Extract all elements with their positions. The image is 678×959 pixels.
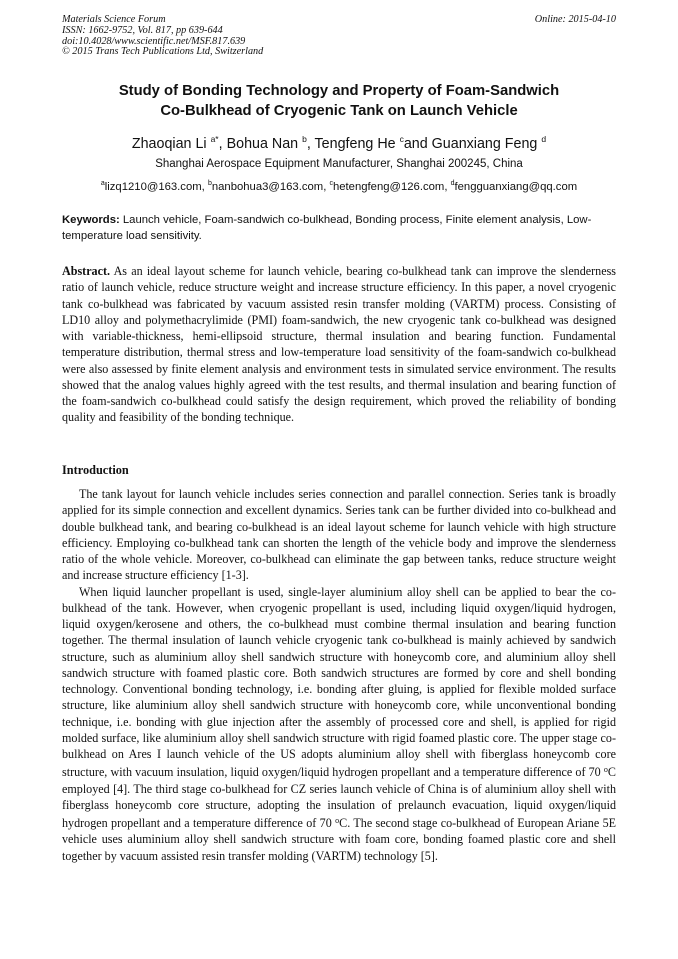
journal-issn: ISSN: 1662-9752, Vol. 817, pp 639-644 xyxy=(62,24,223,36)
keywords-text: Launch vehicle, Foam-sandwich co-bulkhead, Bonding process, Finite element analysis, Low-temperature load sensitivity. xyxy=(62,214,592,242)
author-mark: d xyxy=(541,134,547,144)
author-mark: c xyxy=(399,134,404,144)
introduction-body xyxy=(62,486,616,864)
keywords-label: Keywords: xyxy=(62,214,120,226)
author-name: Zhaoqian Li xyxy=(131,136,207,152)
author-name: Guanxiang Feng xyxy=(431,136,538,152)
email-link[interactable]: nanbohua3@163.com xyxy=(211,181,324,193)
keywords xyxy=(62,213,616,244)
affiliation: Shanghai Aerospace Equipment Manufacturer, Shanghai 200245, China xyxy=(155,158,523,170)
author-name: Tengfeng He xyxy=(314,136,396,152)
journal-header xyxy=(62,15,422,58)
abstract-label: Abstract. xyxy=(62,264,111,278)
section-heading-introduction: Introduction xyxy=(62,463,129,477)
online-date: Online: 2015-04-10 xyxy=(534,14,616,25)
author-mark: a* xyxy=(210,134,219,144)
author-emails: $^a$lizq1210@163.com, $^b$nanbohua3@163.com, $^c$hetengfeng@126.com, $^d$fengguanxiang@qq.com xyxy=(100,180,578,193)
email-link[interactable]: hetengfeng@126.com xyxy=(332,181,445,193)
email-link[interactable]: fengguanxiang@qq.com xyxy=(454,181,578,193)
introduction-paragraph-1: The tank layout for launch vehicle includes series connection and parallel connection. Series tank is broadly applied for its simple connection and excellent dynamics. Series tank can be further divided into co-bulkhead and double bulkhead tank, and bearing co-bulkhead is an ideal layout scheme for launch vehicle with high structure efficiency. Employing co-bulkhead tank can shorten the length of the vehicle body and improve the slenderness ratio of the whole vehicle. Moreover, co-bulkhead can eliminate the gap between tanks, reduce structure weight and increase structure efficiency [1-3]. xyxy=(62,487,616,583)
paper-title xyxy=(62,82,616,121)
abstract-text: As an ideal layout scheme for launch vehicle, bearing co-bulkhead tank can improve the slenderness ratio of launch vehicle, reduce structure weight and increase structure efficiency. In this paper, a novel cryogenic tank co-bulkhead was fabricated by vacuum assisted resin transfer molding (VARTM) process. Consisting of LD10 alloy and polymethacrylimide (PMI) foam-sandwich, the new cryogenic tank co-bulkhead was designed with variable-thickness, hemi-ellipsoid structure, thermal insulation and bearing function. Fundamental temperature distribution, thermal stress and low-temperature load sensitivity of the foam-sandwich co-bulkhead were also assessed by finite element analysis and environment tests in simulated service environment. The results showed that the analog values highly agreed with the test results, and thermal insulation and bearing function of the foam-sandwich co-bulkhead could satisfy the design requirement, which proved the reliability of bonding quality and feasibility of the bonding technique. xyxy=(62,264,616,425)
journal-name: Materials Science Forum xyxy=(62,14,166,25)
degree-symbol: o xyxy=(603,765,608,775)
degree-symbol: o xyxy=(335,816,340,825)
introduction-paragraph-2: When liquid launcher propellant is used, single-layer aluminium alloy shell can be applied to bear the co-bulkhead of the tank. However, when cryogenic propellant is used, including liquid oxygen/liquid hydrogen, liquid oxygen/kerosene and others, the co-bulkhead must combine thermal insulation and bearing function together. The thermal insulation of launch vehicle cryogenic tank co-bulkhead is mainly achieved by sandwich structure, such as aluminium alloy shell sandwich structure with honeycomb core, and aluminium alloy shell sandwich structure with foamed plastic core. Both sandwich structures are formed by core and shell bonding technology. Conventional bonding technology, i.e. bonding after gluing, is applied for flexible molded surface structure, like aluminium alloy shell sandwich structure with honeycomb core, while unconventional bonding technique, i.e. bonding with glue injection after the assembly of processed core and shell, is applied for rigid molded surface, like aluminium alloy shell sandwich structure with rigid foamed plastic core. The upper stage co-bulkhead on Ares I launch vehicle of the US adopts aluminium alloy shell with fiberglass honeycomb core structure, with vacuum insulation, liquid oxygen/liquid hydrogen propellant and a temperature difference of 70 $^o$C employed [4]. The third stage co-bulkhead for CZ series launch vehicle of China is of aluminium alloy shell with fiberglass honeycomb core structure, adopting the insulation of prelaunch evacuation, liquid oxygen/liquid hydrogen propellant and a temperature difference of 70 $^o$C. The second stage co-bulkhead of European Ariane 5E vehicle uses aluminium alloy shell sandwich structure with foam core, bonding foamed plastic core and shell together by vacuum assisted resin transfer molding (VARTM) technology [5]. xyxy=(62,584,617,863)
author-name: Bohua Nan xyxy=(226,136,299,152)
author-mark: b xyxy=(302,134,307,144)
email-link[interactable]: lizq1210@163.com xyxy=(104,181,202,193)
paper-title-line-2: Co-Bulkhead of Cryogenic Tank on Launch Vehicle xyxy=(160,102,518,119)
paper-title-line-1: Study of Bonding Technology and Property of Foam-Sandwich xyxy=(118,83,560,99)
journal-copyright: © 2015 Trans Tech Publications Ltd, Switzerland xyxy=(62,46,264,58)
author-list: Zhaoqian Li $^{a*}$, Bohua Nan $^b$, Tengfeng He $^c$and Guanxiang Feng $^d$ xyxy=(131,134,547,152)
journal-doi: doi:10.4028/www.scientific.net/MSF.817.639 xyxy=(62,35,246,47)
abstract xyxy=(62,263,616,426)
